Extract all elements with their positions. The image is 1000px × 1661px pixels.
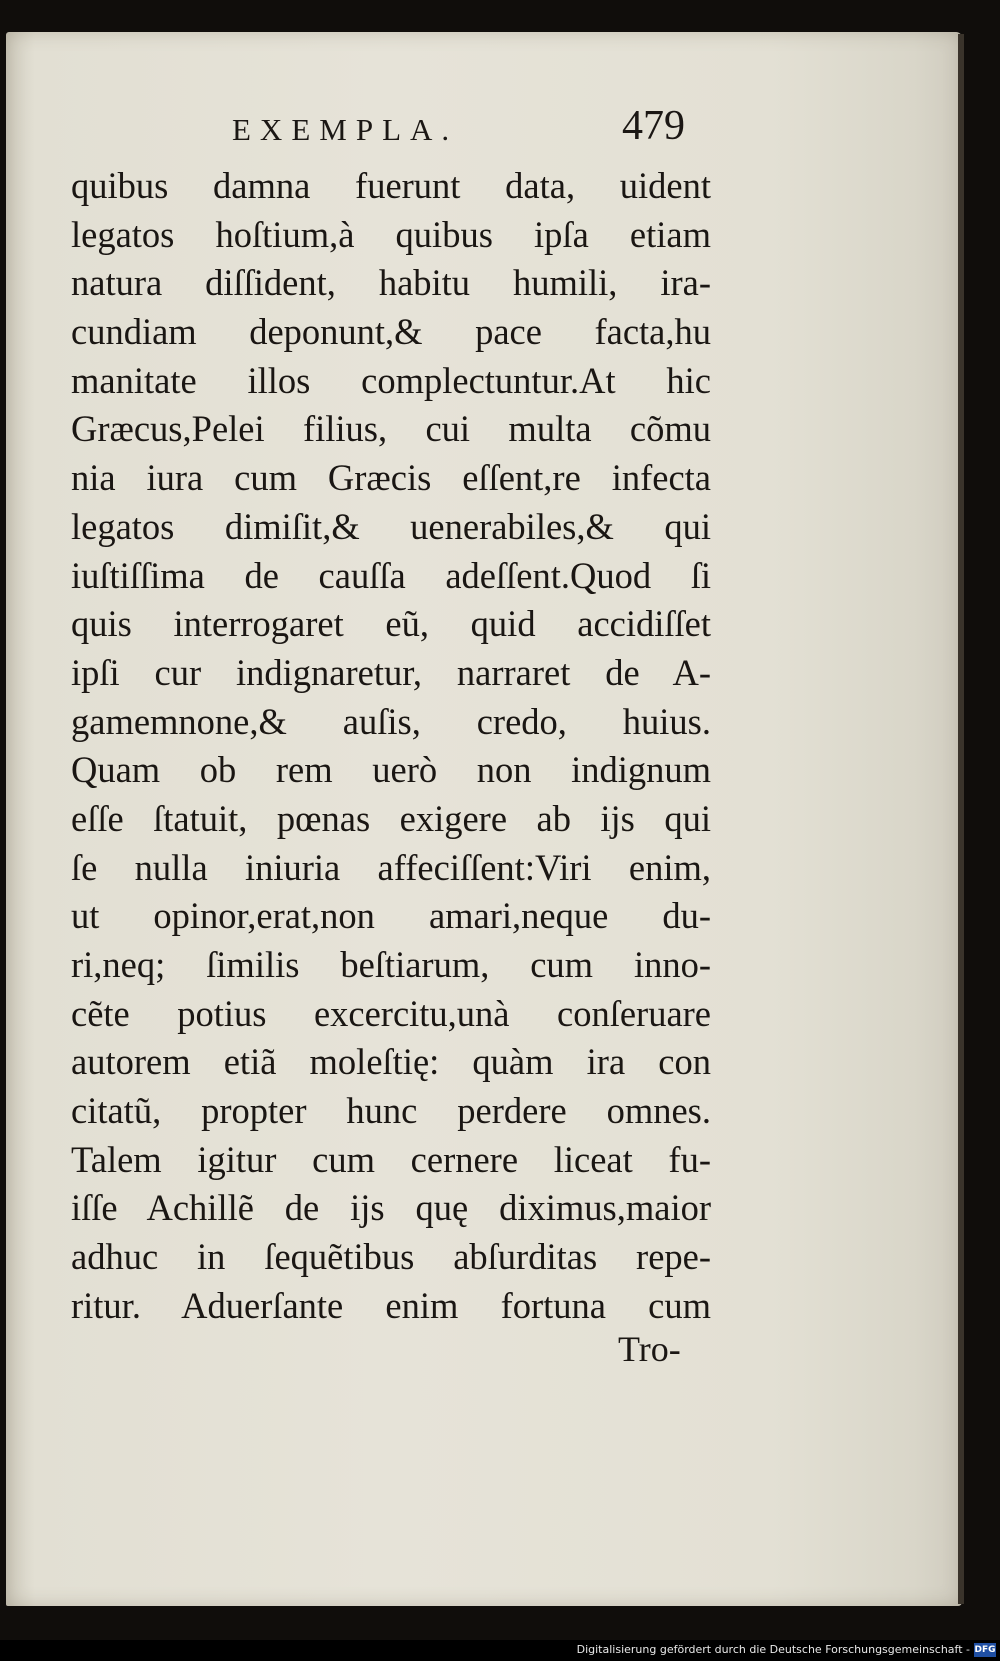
text-line: ſe nulla iniuria affeciſſent:Viri enim, [71,846,711,888]
text-line: legatos dimiſit,& uenerabiles,& qui [71,505,711,547]
text-line: autorem etiã moleſtię: quàm ira con [71,1041,711,1083]
digitization-footer [0,1640,1000,1661]
catchword: Tro- [618,1329,681,1369]
footer-credit: Digitalisierung gefördert durch die Deutsche Forschungsgemeinschaft - [576,1643,970,1656]
text-line: Græcus,Pelei filius, cui multa cõmu [71,408,711,450]
text-line: natura diſſident, habitu humili, ira- [71,262,711,304]
text-line: cundiam deponunt,& pace facta,hu [71,311,711,353]
text-line: gamemnone,& auſis, credo, huius. [71,700,711,742]
text-line: Quam ob rem uerò non indignum [71,749,711,791]
text-line: citatũ, propter hunc perdere omnes. [71,1090,711,1132]
text-line: ritur. Aduerſante enim fortuna cum [71,1284,711,1326]
text-line: ipſi cur indignaretur, narraret de A- [71,651,711,693]
running-head [70,104,710,154]
text-line: adhuc in ſequẽtibus abſurditas repe- [71,1236,711,1278]
dfg-logo[interactable]: DFG [974,1645,996,1655]
body-text [71,162,711,1331]
text-line: Talem igitur cum cernere liceat fu- [71,1138,711,1180]
page-number: 479 [622,103,685,149]
text-line: quis interrogaret eũ, quid accidiſſet [71,603,711,645]
text-line: manitate illos complectuntur.At hic [71,359,711,401]
page-edge [958,34,964,1604]
running-head-title: EXEMPLA. [232,112,459,147]
text-line: quibus damna fuerunt data, uident [71,165,711,206]
text-line: ut opinor,erat,non amari,neque du- [71,895,711,937]
text-line: iuſtiſſima de cauſſa adeſſent.Quod ſi [71,554,711,596]
text-line: cẽte potius excercitu,unà conſeruare [71,992,711,1034]
text-line: eſſe ſtatuit, pœnas exigere ab ijs qui [71,797,711,839]
text-line: ri,neq; ſimilis beſtiarum, cum inno- [71,944,711,985]
text-line: legatos hoſtium,à quibus ipſa etiam [71,213,711,255]
text-line: iſſe Achillẽ de ijs quę diximus,maior [71,1187,711,1229]
text-line: nia iura cum Græcis eſſent,re infecta [71,457,711,499]
